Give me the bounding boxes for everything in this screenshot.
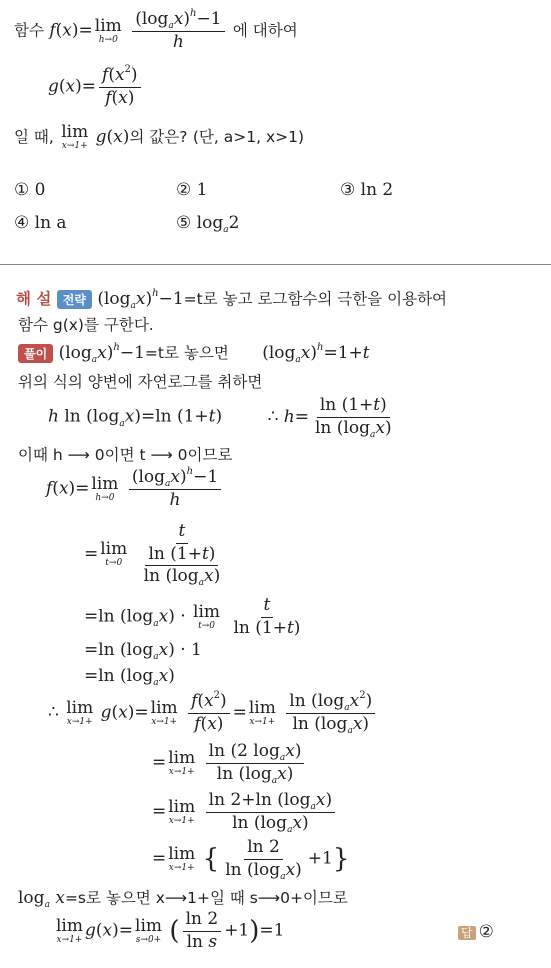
answer-tag: 답 (458, 926, 476, 940)
eq-g-3: = lim x→1+ $\frac{\ln 2+\ln (\log_ax)}{\ln (\log_ax)}$ (152, 791, 338, 833)
eq-f-5: =ln $(\log_ax)$ (84, 666, 175, 688)
then-text: 이때 h ⟶ 0이면 t ⟶ 0이므로 (18, 446, 233, 464)
problem-cond: 일 때, (14, 128, 54, 146)
answer-value: ② (478, 922, 494, 942)
eq-log-both-sides: h $\ln (\log_ax)=\ln$ (1+t) ∴ h= $\frac{\ln (1+t)}{\ln (\log_ax)}$ (48, 395, 392, 440)
choice-3: ③ ln 2 (340, 180, 394, 200)
problem-cond-suffix: 의 값은? (129, 128, 188, 146)
problem-line-1: 함수 f(x)= lim h→0 $\frac{(\log_ax)^h-1}{h}$ 에 대하여 (14, 8, 298, 52)
eq-g-4: = lim x→1+ { $\frac{\ln 2}{\ln (\log_ax)}$ +1} (152, 837, 350, 882)
strategy-text-2: 함수 g(x)를 구한다. (18, 316, 154, 334)
solve-text-1: =t로 놓으면 (144, 344, 229, 362)
problem-cond-note: (단, a>1, x>1) (192, 128, 305, 146)
answer (458, 922, 494, 942)
problem-line-3: 일 때, lim x→1+ g(x)의 값은? (단, a>1, x>1) (14, 122, 305, 151)
solve-text-2: 위의 식의 양변에 자연로그를 취하면 (18, 373, 263, 391)
eq-f-4: =ln $(\log_ax) \cdot 1$ (84, 640, 202, 662)
sub-line: $\log_a x=s$로 놓으면 x⟶1+일 때 s⟶0+이므로 (18, 888, 348, 910)
section-divider (0, 264, 551, 265)
choice-2: ② 1 (176, 180, 208, 200)
eq-f-2: = lim t→0 $\frac{t}{\frac{\ln (1+t)}{\ln (\log_ax)}}$ (84, 521, 221, 589)
strategy-text: =t로 놓고 로그함수의 극한을 이용하여 (183, 290, 448, 308)
strategy-tag: 전략 (57, 290, 92, 309)
eq-f-3: =ln $(\log_ax)$ · lim t→0 $\frac{t}{\ln (1+t)}$ (84, 595, 301, 638)
choice-5 (176, 213, 239, 233)
eq-g-2: = lim x→1+ $\frac{\ln (2 \log_ax)}{\ln (\log_ax)}$ (152, 742, 307, 784)
solution-label: 해 설 (16, 290, 52, 308)
problem-g-def: g(x)= $\frac{f(x^2)}{f(x)}$ (48, 66, 144, 108)
problem-intro-suffix: 에 대하여 (232, 21, 298, 40)
choice-5-arg: 2 (228, 213, 240, 233)
eq-g-1: ∴ lim x→1+ g(x)= lim x→1+ $\frac{f(x^2)}{f(x)}$ = lim x→1+ $\frac{\ln (\log_ax^2)}{\ln (\log_ax)}$ (48, 692, 378, 734)
solve-tag: 풀이 (18, 344, 53, 363)
problem-intro: 함수 (14, 21, 44, 40)
solution-strategy: 해 설 전략 $(\log_ax)^h-1=t$로 놓고 로그함수의 극한을 이용하여 (16, 288, 448, 311)
choice-1: ① 0 (14, 180, 46, 200)
choice-4: ④ ln a (14, 213, 67, 233)
choice-5-log: ⑤ log (176, 213, 224, 233)
choice-5-base: a (223, 225, 229, 235)
sub-text: =s로 놓으면 x⟶1+일 때 s⟶0+이므로 (64, 889, 348, 907)
solve-line-1: 풀이 $(\log_ax)^h-1=t$로 놓으면 $(\log_ax)^h=1+t$ (18, 341, 370, 363)
eq-f-1: f(x)= lim h→0 $\frac{(\log_ax)^h-1}{h}$ (46, 468, 224, 510)
eq-final: lim x→1+ g(x)= lim s→0+ ( $\frac{\ln 2}{\text{ln s}}$ +1)=1 (56, 909, 285, 952)
